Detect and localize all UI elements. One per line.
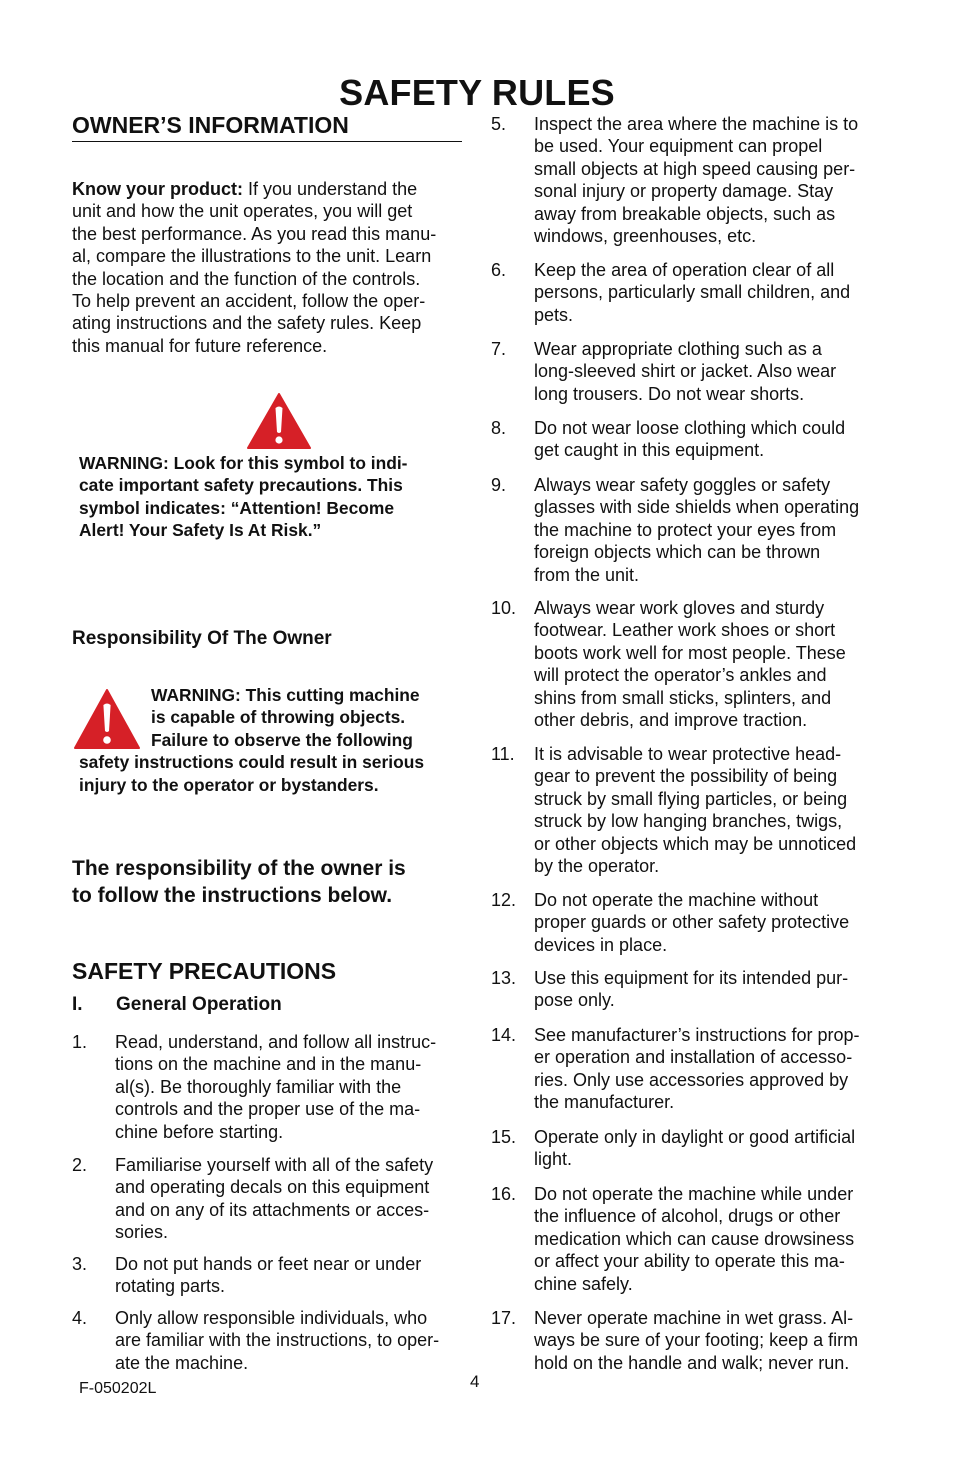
- cutting-machine-warning: [79, 684, 469, 796]
- item-text: [534, 338, 885, 405]
- item-line: Familiarise yourself with all of the safety: [115, 1155, 434, 1175]
- know-your-product-label: Know your product:: [72, 179, 243, 199]
- item-line: See manufacturer’s instructions for prop-: [534, 1025, 860, 1045]
- item-line: the machine to protect your eyes from: [534, 519, 837, 540]
- item-text: [534, 1307, 885, 1374]
- owners-information-heading: OWNER’S INFORMATION: [72, 112, 462, 142]
- item-number: 4.: [72, 1308, 88, 1328]
- item-line: persons, particularly small children, and: [534, 282, 851, 303]
- item-line: Only allow responsible individuals, who: [115, 1308, 428, 1328]
- item-line: and on any of its attachments or acces-: [115, 1199, 430, 1220]
- item-line: or other objects which may be unnoticed: [534, 833, 857, 854]
- item-line: Do not operate the machine without: [534, 890, 819, 910]
- para-line: unit and how the unit operates, you will get: [72, 201, 413, 222]
- statement-line: to follow the instructions below.: [72, 883, 393, 907]
- item-number: 12.: [491, 890, 517, 910]
- para-line: al, compare the illustrations to the unit. Learn: [72, 246, 432, 267]
- item-line: shins from small sticks, splinters, and: [534, 687, 832, 708]
- item-line: proper guards or other safety protective: [534, 912, 850, 933]
- item-line: the influence of alcohol, drugs or other: [534, 1206, 841, 1227]
- item-text: [115, 1307, 464, 1374]
- list-item: [491, 1307, 885, 1374]
- item-number: 2.: [72, 1155, 88, 1175]
- item-text: [534, 474, 885, 586]
- warning-line: safety instructions could result in serious: [79, 752, 424, 773]
- item-line: from the unit.: [534, 564, 640, 585]
- item-line: sonal injury or property damage. Stay: [534, 181, 834, 202]
- item-line: ways be sure of your footing; keep a firm: [534, 1330, 859, 1351]
- item-line: long-sleeved shirt or jacket. Also wear: [534, 361, 837, 382]
- item-number: 15.: [491, 1127, 517, 1147]
- owner-responsibility-statement: [72, 856, 472, 909]
- section-number: I.: [72, 994, 83, 1015]
- item-line: ries. Only use accessories approved by: [534, 1069, 849, 1090]
- warning-triangle-icon: [246, 392, 312, 450]
- item-line: ate the machine.: [115, 1352, 249, 1373]
- item-line: windows, greenhouses, etc.: [534, 226, 757, 247]
- item-line: pose only.: [534, 990, 615, 1011]
- list-item: [491, 743, 885, 877]
- item-text: [534, 417, 885, 462]
- statement-line: The responsibility of the owner is: [72, 857, 406, 880]
- item-line: Always wear safety goggles or safety: [534, 475, 831, 495]
- item-line: Inspect the area where the machine is to: [534, 114, 859, 134]
- warning-line: Alert! Your Safety Is At Risk.”: [79, 520, 322, 541]
- warning-line: WARNING: Look for this symbol to indi-: [79, 453, 408, 473]
- para-line: the location and the function of the controls.: [72, 268, 421, 289]
- warning-line: symbol indicates: “Attention! Become: [79, 497, 395, 518]
- item-line: Read, understand, and follow all instruc-: [115, 1032, 437, 1052]
- item-number: 14.: [491, 1025, 517, 1045]
- item-text: [534, 967, 885, 1012]
- item-number: 17.: [491, 1308, 517, 1328]
- general-operation-heading: [72, 994, 282, 1016]
- item-line: other debris, and improve traction.: [534, 710, 808, 731]
- item-line: Do not put hands or feet near or under: [115, 1254, 422, 1274]
- list-item: [491, 967, 885, 1012]
- item-line: are familiar with the instructions, to oper-: [115, 1330, 440, 1351]
- list-item: [491, 1126, 885, 1171]
- warning-symbol-text: [79, 452, 459, 542]
- item-line: devices in place.: [534, 934, 668, 955]
- warning-line: injury to the operator or bystanders.: [79, 774, 379, 795]
- item-line: Use this equipment for its intended pur-: [534, 968, 849, 988]
- item-line: by the operator.: [534, 856, 660, 877]
- warning-line: Failure to observe the following: [151, 729, 413, 750]
- item-line: away from breakable objects, such as: [534, 203, 836, 224]
- item-line: and operating decals on this equipment: [115, 1177, 430, 1198]
- item-line: footwear. Leather work shoes or short: [534, 620, 836, 641]
- item-number: 5.: [491, 114, 507, 134]
- item-number: 3.: [72, 1254, 88, 1274]
- item-text: [534, 1024, 885, 1114]
- item-text: [534, 259, 885, 326]
- warning-line: is capable of throwing objects.: [151, 707, 406, 728]
- item-number: 9.: [491, 475, 507, 495]
- item-number: 11.: [491, 744, 515, 764]
- item-line: controls and the proper use of the ma-: [115, 1099, 421, 1120]
- item-line: pets.: [534, 304, 574, 325]
- know-your-product-paragraph: [72, 178, 464, 357]
- item-line: chine safely.: [534, 1273, 633, 1294]
- para-line: ating instructions and the safety rules. Keep: [72, 313, 422, 334]
- item-line: long trousers. Do not wear shorts.: [534, 383, 805, 404]
- item-number: 13.: [491, 968, 517, 988]
- item-line: It is advisable to wear protective head-: [534, 744, 842, 764]
- item-line: boots work well for most people. These: [534, 642, 846, 663]
- item-number: 7.: [491, 339, 507, 359]
- item-line: rotating parts.: [115, 1276, 226, 1297]
- item-line: will protect the operator’s ankles and: [534, 665, 827, 686]
- page-title: SAFETY RULES: [339, 72, 615, 113]
- item-line: hold on the handle and walk; never run.: [534, 1352, 850, 1373]
- item-line: Do not wear loose clothing which could: [534, 418, 846, 438]
- warning-line: cate important safety precautions. This: [79, 475, 403, 496]
- item-text: [534, 113, 885, 247]
- item-line: sories.: [115, 1222, 169, 1243]
- item-line: light.: [534, 1149, 573, 1170]
- para-line: To help prevent an accident, follow the oper-: [72, 291, 426, 312]
- item-line: chine before starting.: [115, 1121, 284, 1142]
- list-item: [491, 338, 885, 405]
- item-text: [534, 889, 885, 956]
- item-text: [534, 1183, 885, 1295]
- item-line: small objects at high speed causing per-: [534, 158, 856, 179]
- list-item: [491, 889, 885, 956]
- item-line: er operation and installation of accesso-: [534, 1047, 853, 1068]
- item-text: [115, 1253, 464, 1298]
- list-item: [491, 259, 885, 326]
- list-item: [491, 597, 885, 731]
- item-text: [115, 1154, 464, 1244]
- item-text: [534, 743, 885, 877]
- list-item: [72, 1253, 464, 1298]
- para-line: the best performance. As you read this manu-: [72, 223, 437, 244]
- item-line: Do not operate the machine while under: [534, 1184, 854, 1204]
- item-line: tions on the machine and in the manu-: [115, 1054, 422, 1075]
- item-line: Always wear work gloves and sturdy: [534, 598, 825, 618]
- item-line: glasses with side shields when operating: [534, 497, 860, 518]
- item-number: 1.: [72, 1032, 88, 1052]
- safety-precautions-heading: SAFETY PRECAUTIONS: [72, 958, 337, 984]
- list-item: [72, 1154, 464, 1244]
- item-text: [115, 1031, 464, 1143]
- page-number: 4: [470, 1372, 480, 1391]
- list-item: [491, 1183, 885, 1295]
- list-item: [491, 474, 885, 586]
- item-line: get caught in this equipment.: [534, 440, 765, 461]
- item-line: struck by low hanging branches, twigs,: [534, 811, 843, 832]
- item-number: 6.: [491, 260, 507, 280]
- item-line: Keep the area of operation clear of all: [534, 260, 835, 280]
- item-line: Never operate machine in wet grass. Al-: [534, 1308, 854, 1328]
- warning-line: WARNING: This cutting machine: [151, 685, 420, 705]
- document-code: F-050202L: [79, 1380, 157, 1397]
- para-line: If you understand the: [242, 179, 418, 199]
- item-number: 10.: [491, 598, 517, 618]
- responsibility-heading: Responsibility Of The Owner: [72, 628, 332, 649]
- item-line: gear to prevent the possibility of being: [534, 766, 838, 787]
- item-line: the manufacturer.: [534, 1092, 675, 1113]
- list-item: [72, 1031, 464, 1143]
- list-item: [491, 417, 885, 462]
- section-title: General Operation: [116, 994, 282, 1015]
- item-number: 8.: [491, 418, 507, 438]
- para-line: this manual for future reference.: [72, 335, 328, 356]
- list-item: [491, 113, 885, 247]
- item-line: be used. Your equipment can propel: [534, 136, 823, 157]
- item-line: medication which can cause drowsiness: [534, 1228, 855, 1249]
- item-line: Operate only in daylight or good artificial: [534, 1127, 856, 1147]
- item-line: Wear appropriate clothing such as a: [534, 339, 822, 359]
- item-text: [534, 1126, 885, 1171]
- item-number: 16.: [491, 1184, 517, 1204]
- list-item: [72, 1307, 464, 1374]
- item-text: [534, 597, 885, 731]
- item-line: al(s). Be thoroughly familiar with the: [115, 1076, 402, 1097]
- item-line: or affect your ability to operate this ma-: [534, 1251, 845, 1272]
- item-line: foreign objects which can be thrown: [534, 542, 821, 563]
- list-item: [491, 1024, 885, 1114]
- item-line: struck by small flying particles, or being: [534, 788, 848, 809]
